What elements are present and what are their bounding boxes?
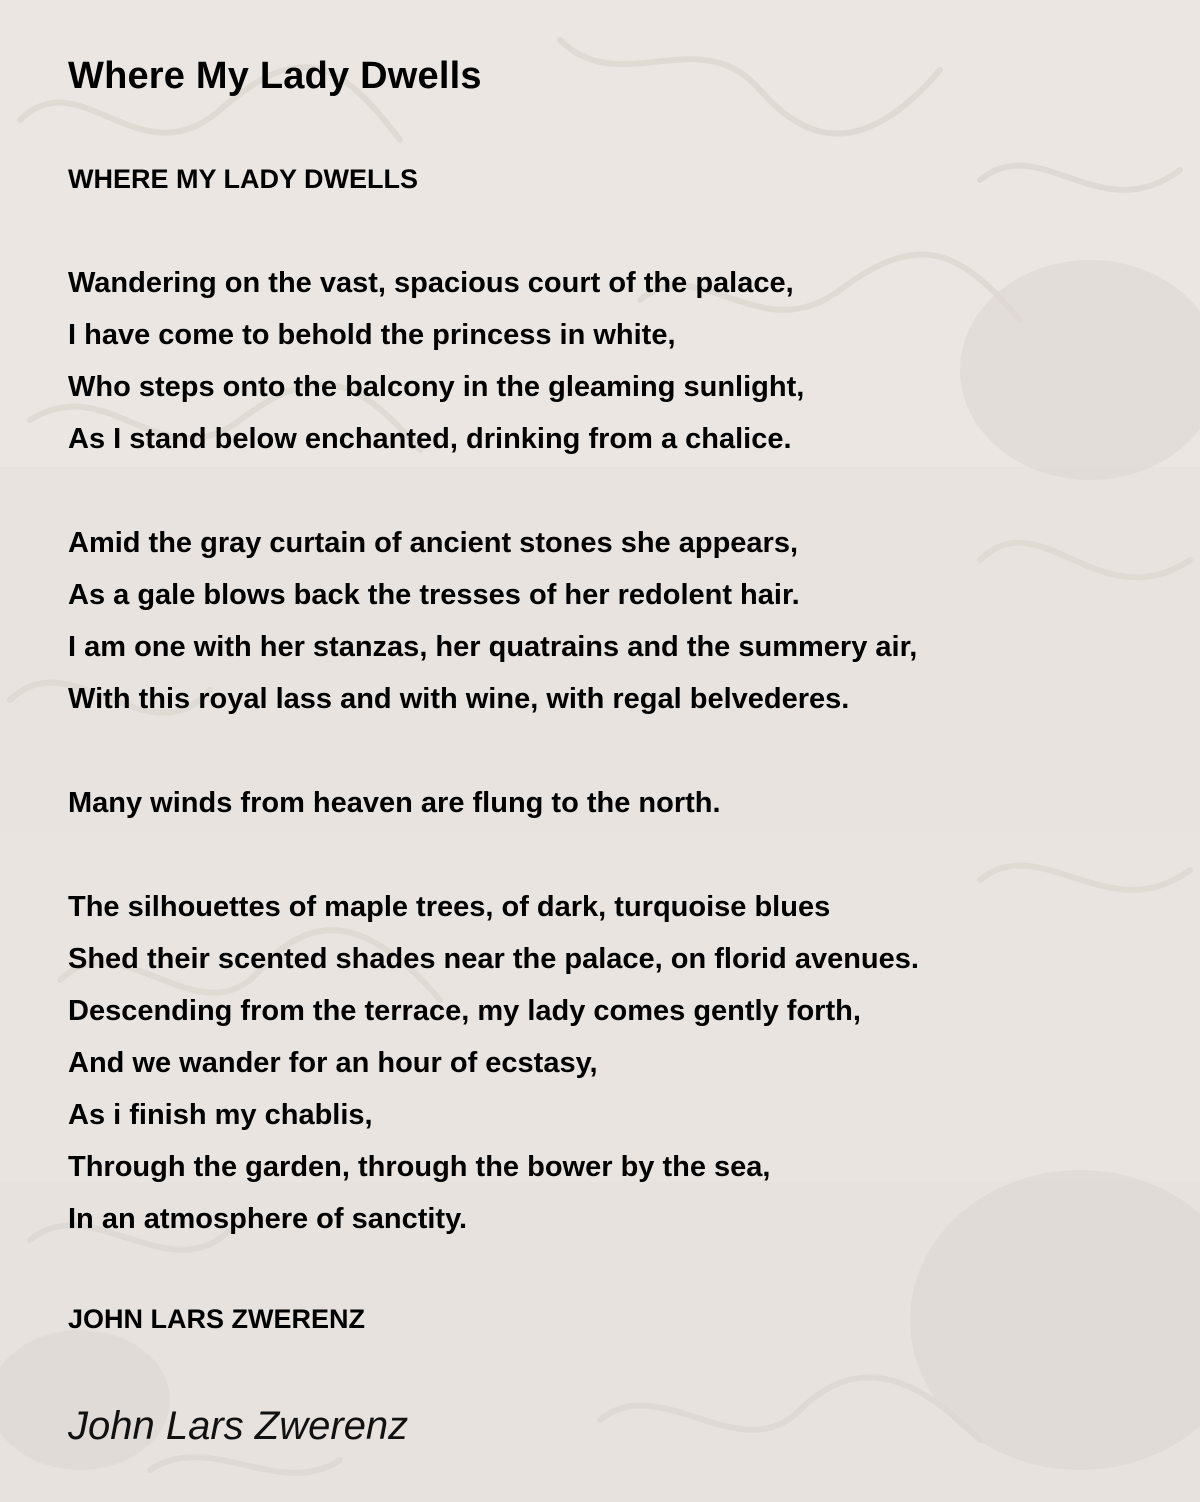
- poem-line: Shed their scented shades near the palace, on florid avenues.: [68, 943, 919, 975]
- poem-line: Many winds from heaven are flung to the north.: [68, 787, 721, 819]
- poem-line: Through the garden, through the bower by the sea,: [68, 1151, 771, 1183]
- poem-line: With this royal lass and with wine, with regal belvederes.: [68, 683, 850, 715]
- poem-line: As I stand below enchanted, drinking from a chalice.: [68, 423, 792, 455]
- poem-line: I am one with her stanzas, her quatrains and the summery air,: [68, 631, 918, 663]
- stanza-gap: [68, 205, 1148, 257]
- stanza-gap: [68, 465, 1148, 517]
- poem-line: Descending from the terrace, my lady comes gently forth,: [68, 995, 861, 1027]
- author-signature: John Lars Zwerenz: [68, 1404, 409, 1448]
- page-title: Where My Lady Dwells: [68, 55, 482, 97]
- poem-line: I have come to behold the princess in white,: [68, 319, 676, 351]
- poem-line: Who steps onto the balcony in the gleaming sunlight,: [68, 371, 805, 403]
- stanza-gap: [68, 725, 1148, 777]
- poem-line: As i finish my chablis,: [68, 1099, 373, 1131]
- poem-line: Amid the gray curtain of ancient stones she appears,: [68, 527, 799, 559]
- poem-line: And we wander for an hour of ecstasy,: [68, 1047, 598, 1079]
- poem-body: [68, 153, 1148, 1245]
- poem-line: The silhouettes of maple trees, of dark, turquoise blues: [68, 891, 831, 923]
- poem-line: In an atmosphere of sanctity.: [68, 1203, 468, 1235]
- poem-line: Wandering on the vast, spacious court of the palace,: [68, 267, 794, 299]
- poem-heading: WHERE MY LADY DWELLS: [68, 164, 419, 194]
- poem-line: As a gale blows back the tresses of her redolent hair.: [68, 579, 800, 611]
- author-name: JOHN LARS ZWERENZ: [68, 1304, 365, 1334]
- stanza-gap: [68, 829, 1148, 881]
